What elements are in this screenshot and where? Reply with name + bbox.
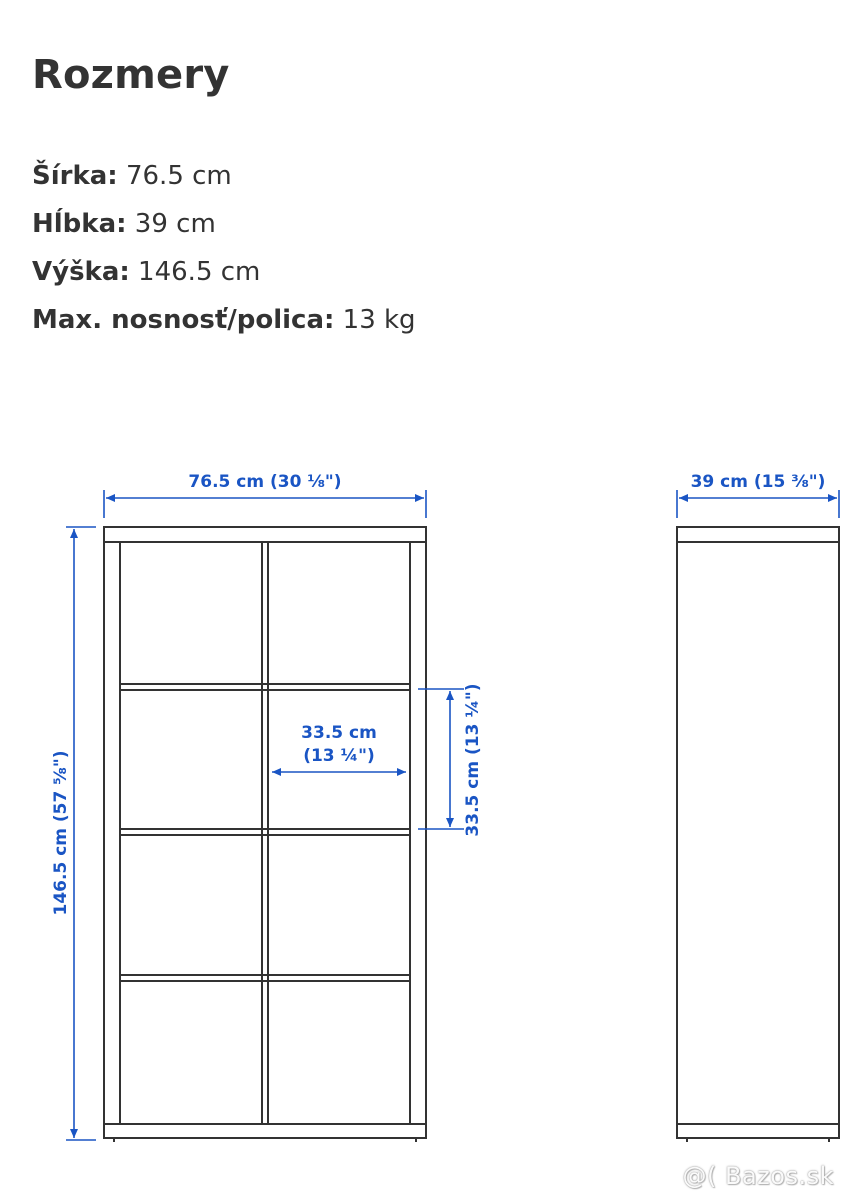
watermark: @( Bazos.sk (682, 1162, 834, 1190)
shelf (120, 975, 410, 981)
page-title: Rozmery (32, 52, 230, 98)
front-width-label: 76.5 cm (30 ⅛") (188, 472, 342, 492)
spec-value: 13 kg (342, 305, 416, 335)
side-view-shelf (677, 527, 839, 1142)
side-bottom-edge (677, 1124, 839, 1138)
compartment-height-label: 33.5 cm (13 ¼") (463, 683, 483, 837)
total-height-label: 146.5 cm (57 ⅝") (51, 750, 71, 916)
spec-value: 76.5 cm (125, 161, 232, 191)
shelf (120, 829, 410, 835)
spec-value: 146.5 cm (138, 257, 261, 287)
right-side-panel (410, 542, 426, 1124)
side-depth-label: 39 cm (15 ⅜") (690, 472, 826, 492)
spec-label: Max. nosnosť/polica: (32, 305, 335, 335)
spec-value: 39 cm (134, 209, 216, 239)
center-divider (262, 542, 268, 1124)
bottom-board (104, 1124, 426, 1138)
dimension-lines (66, 490, 839, 1140)
top-board (104, 527, 426, 542)
shelf (120, 684, 410, 690)
front-view-shelf (104, 527, 426, 1142)
side-top-edge (677, 527, 839, 542)
spec-label: Hĺbka: (32, 209, 127, 239)
compartment-width-label-in: (13 ¼") (303, 746, 375, 766)
spec-label: Šírka: (32, 161, 118, 191)
spec-label: Výška: (32, 257, 130, 287)
compartment-width-label-cm: 33.5 cm (301, 723, 377, 743)
side-panel (677, 542, 839, 1124)
left-side-panel (104, 542, 120, 1124)
